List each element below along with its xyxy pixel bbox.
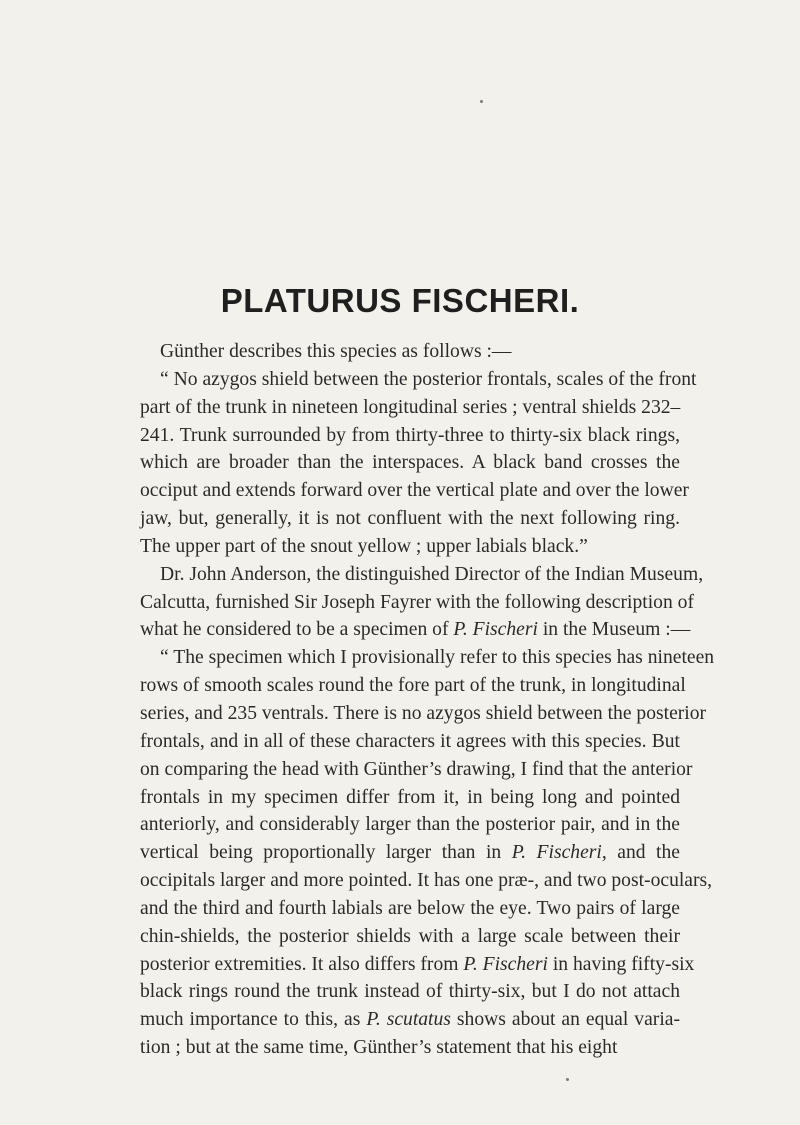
paragraph <box>140 338 680 366</box>
text-line: 241. Trunk surrounded by from thirty-three to thirty-six black rings, <box>140 424 680 446</box>
text-line: occipitals larger and more pointed. It has one præ-, and two post-oculars, <box>140 870 713 892</box>
text-line: Günther describes this species as follows :— <box>160 341 512 362</box>
paragraph <box>140 366 697 561</box>
paragraph <box>140 561 704 645</box>
text-line: Dr. John Anderson, the distinguished Director of the Indian Museum, <box>160 563 704 585</box>
text-line: “ No azygos shield between the posterior frontals, scales of the front <box>160 368 697 390</box>
text-line: jaw, but, generally, it is not confluent with the next following ring. <box>140 508 680 530</box>
text-line: what he considered to be a specimen of P. Fischeri in the Museum :— <box>140 619 691 641</box>
text-line: black rings round the trunk instead of thirty-six, but I do not attach <box>140 981 680 1003</box>
text-line: anteriorly, and considerably larger than the posterior pair, and in the <box>140 814 680 836</box>
text-line: posterior extremities. It also differs from P. Fischeri in having fifty-six <box>140 953 695 975</box>
page-speck <box>480 100 483 103</box>
text-line: chin-shields, the posterior shields with a large scale between their <box>140 925 680 947</box>
text-line: tion ; but at the same time, Günther’s statement that his eight <box>140 1037 618 1059</box>
paragraph <box>140 644 715 1062</box>
text-line: The upper part of the snout yellow ; upper labials black.” <box>140 535 588 557</box>
text-line: “ The specimen which I provisionally refer to this species has nineteen <box>160 647 715 669</box>
text-line: occiput and extends forward over the vertical plate and over the lower <box>140 480 689 502</box>
text-line: Calcutta, furnished Sir Joseph Fayrer with the following description of <box>140 591 694 613</box>
text-line: frontals in my specimen differ from it, in being long and pointed <box>140 786 680 808</box>
text-line: which are broader than the interspaces. A black band crosses the <box>140 452 680 474</box>
text-line: on comparing the head with Günther’s drawing, I find that the anterior <box>140 758 693 780</box>
text-line: series, and 235 ventrals. There is no azygos shield between the posterior <box>140 702 707 724</box>
body-text <box>140 338 715 1062</box>
text-line: frontals, and in all of these characters it agrees with this species. But <box>140 730 680 752</box>
page-speck <box>566 1078 569 1081</box>
page-title: PLATURUS FISCHERI. <box>220 282 580 319</box>
text-line: part of the trunk in nineteen longitudinal series ; ventral shields 232– <box>140 396 681 418</box>
text-line: vertical being proportionally larger than in P. Fischeri, and the <box>140 842 680 864</box>
text-line: much importance to this, as P. scutatus shows about an equal varia- <box>140 1009 680 1031</box>
text-line: and the third and fourth labials are below the eye. Two pairs of large <box>140 897 680 919</box>
text-line: rows of smooth scales round the fore part of the trunk, in longitudinal <box>140 675 686 697</box>
